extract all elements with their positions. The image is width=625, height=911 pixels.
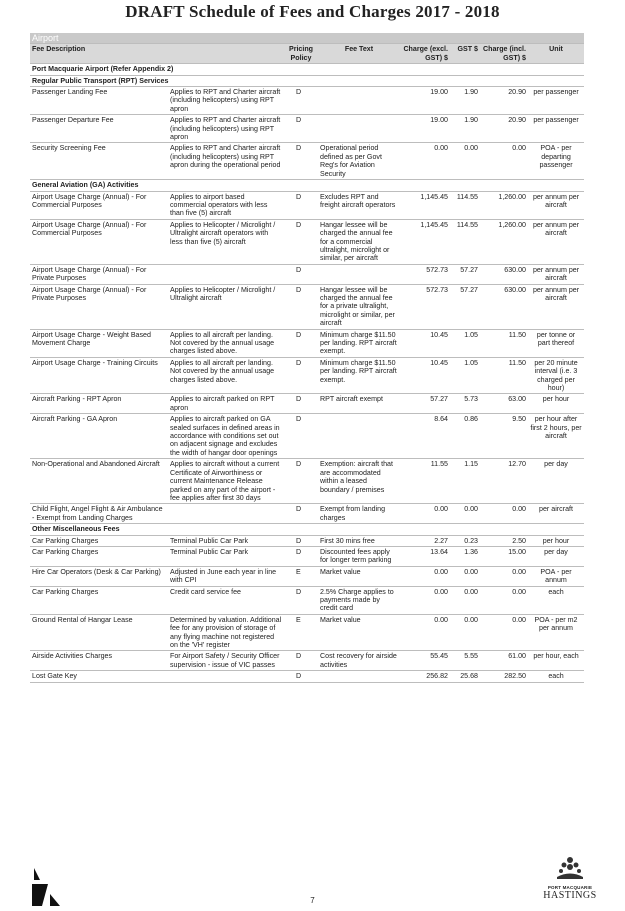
column-header-row [30,44,584,64]
fee-pricing-policy: D [284,504,318,524]
fee-unit: POA - per departing passenger [528,143,584,180]
fee-row [30,651,584,671]
fee-row [30,671,584,682]
fee-charge-incl-gst: 282.50 [480,671,528,682]
fee-text: RPT aircraft exempt [318,394,400,414]
fee-gst: 1.15 [450,459,480,504]
fee-pricing-policy: E [284,614,318,651]
fee-row [30,329,584,357]
fee-applies-to [168,264,284,284]
col-header-policy: Pricing Policy [284,44,318,64]
fee-charge-incl-gst: 0.00 [480,586,528,614]
fee-gst: 114.55 [450,219,480,264]
fee-unit: each [528,671,584,682]
fee-gst: 0.23 [450,535,480,546]
fee-unit: per tonne or part thereof [528,329,584,357]
fee-text: Minimum charge $11.50 per landing. RPT aircraft exempt. [318,329,400,357]
fee-row [30,414,584,459]
fee-applies-to: Applies to RPT and Charter aircraft (including helicopters) using RPT apron during the operational period [168,143,284,180]
fee-applies-to: Applies to aircraft parked on RPT apron [168,394,284,414]
fee-row [30,143,584,180]
fee-charge-excl-gst: 19.00 [400,87,450,115]
fee-charge-incl-gst: 11.50 [480,329,528,357]
fee-unit: per annum per aircraft [528,284,584,329]
fee-row [30,191,584,219]
fee-row [30,546,584,566]
fee-name: Airport Usage Charge (Annual) - For Commercial Purposes [30,191,168,219]
fee-row [30,566,584,586]
fee-unit: each [528,586,584,614]
fee-unit: per passenger [528,115,584,143]
fee-gst: 5.55 [450,651,480,671]
fee-text [318,414,400,459]
fee-pricing-policy: D [284,357,318,394]
fee-pricing-policy: D [284,414,318,459]
fee-name: Passenger Departure Fee [30,115,168,143]
fee-pricing-policy: D [284,459,318,504]
fee-charge-excl-gst: 19.00 [400,115,450,143]
fee-pricing-policy: E [284,566,318,586]
fee-text: Operational period defined as per Govt Reg's for Aviation Security [318,143,400,180]
col-header-gst: GST $ [450,44,480,64]
section-title: Airport [30,33,584,44]
council-logo-icon [535,856,605,885]
fee-pricing-policy: D [284,586,318,614]
fee-charge-excl-gst: 0.00 [400,143,450,180]
fee-name: Airport Usage Charge (Annual) - For Private Purposes [30,264,168,284]
fee-text: Exempt from landing charges [318,504,400,524]
fee-text: Hangar lessee will be charged the annual fee for a private ultralight, microlight or similar, per aircraft [318,284,400,329]
fee-charge-incl-gst: 20.90 [480,115,528,143]
fee-gst: 1.05 [450,329,480,357]
fee-applies-to: Applies to aircraft parked on GA sealed surfaces in defined areas in accordance with conditions set out on adjacent signage and excludes the width of hangar door openings [168,414,284,459]
fee-charge-incl-gst: 1,260.00 [480,219,528,264]
fee-charge-excl-gst: 256.82 [400,671,450,682]
fee-pricing-policy: D [284,651,318,671]
fee-charge-excl-gst: 2.27 [400,535,450,546]
fee-applies-to [168,504,284,524]
fee-charge-incl-gst: 11.50 [480,357,528,394]
fee-unit: POA - per annum [528,566,584,586]
section-header-row [30,33,584,44]
fees-table [30,33,584,683]
fee-unit: POA - per m2 per annum [528,614,584,651]
fee-row [30,87,584,115]
fee-unit: per hour, each [528,651,584,671]
fee-name: Lost Gate Key [30,671,168,682]
fee-text: Cost recovery for airside activities [318,651,400,671]
group-header-row [30,180,584,191]
fee-charge-excl-gst: 10.45 [400,329,450,357]
fee-gst: 0.00 [450,586,480,614]
fee-charge-excl-gst: 572.73 [400,284,450,329]
fee-gst: 114.55 [450,191,480,219]
fee-unit: per hour [528,394,584,414]
col-header-charge-excl: Charge (excl. GST) $ [400,44,450,64]
fee-name: Airport Usage Charge (Annual) - For Commercial Purposes [30,219,168,264]
fee-charge-incl-gst: 61.00 [480,651,528,671]
group-header-row [30,524,584,535]
fee-text: Discounted fees apply for longer term parking [318,546,400,566]
fee-unit: per passenger [528,87,584,115]
fee-charge-incl-gst: 9.50 [480,414,528,459]
fee-gst: 0.86 [450,414,480,459]
fee-text: Excludes RPT and freight aircraft operators [318,191,400,219]
fee-pricing-policy: D [284,143,318,180]
fee-pricing-policy: D [284,219,318,264]
fee-pricing-policy: D [284,284,318,329]
fee-charge-excl-gst: 13.64 [400,546,450,566]
fee-charge-incl-gst: 20.90 [480,87,528,115]
fee-name: Car Parking Charges [30,546,168,566]
fee-text [318,87,400,115]
fee-gst: 0.00 [450,566,480,586]
fee-charge-excl-gst: 10.45 [400,357,450,394]
fee-unit: per day [528,459,584,504]
fee-unit: per annum per aircraft [528,191,584,219]
fee-charge-incl-gst: 0.00 [480,614,528,651]
fee-applies-to [168,671,284,682]
fee-text: Market value [318,614,400,651]
fee-row [30,586,584,614]
fee-charge-incl-gst: 0.00 [480,143,528,180]
fee-charge-excl-gst: 1,145.45 [400,191,450,219]
fee-name: Child Flight, Angel Flight & Air Ambulance - Exempt from Landing Charges [30,504,168,524]
fee-text: Hangar lessee will be charged the annual fee for a commercial ultralight, microlight or similar, per aircraft [318,219,400,264]
fee-charge-incl-gst: 63.00 [480,394,528,414]
council-logo [535,856,605,901]
fee-pricing-policy: D [284,394,318,414]
council-logo-line2: HASTINGS [543,890,597,901]
fee-pricing-policy: D [284,671,318,682]
group-header-row [30,75,584,86]
fee-charge-incl-gst: 0.00 [480,504,528,524]
fee-name: Hire Car Operators (Desk & Car Parking) [30,566,168,586]
fee-charge-incl-gst: 630.00 [480,284,528,329]
fee-gst: 57.27 [450,264,480,284]
fee-row [30,614,584,651]
fee-pricing-policy: D [284,264,318,284]
fee-charge-incl-gst: 0.00 [480,566,528,586]
council-logo-line1: PORT MACQUARIE [547,885,593,890]
fee-gst: 0.00 [450,504,480,524]
group-header-row [30,64,584,75]
fee-charge-incl-gst: 630.00 [480,264,528,284]
fee-text [318,264,400,284]
page-number: 7 [310,896,315,905]
fee-gst: 1.90 [450,115,480,143]
fee-unit: per hour [528,535,584,546]
fee-charge-excl-gst: 8.64 [400,414,450,459]
fee-charge-excl-gst: 0.00 [400,586,450,614]
fee-name: Airport Usage Charge - Training Circuits [30,357,168,394]
fee-text: Minimum charge $11.50 per landing. RPT aircraft exempt. [318,357,400,394]
fee-name: Airport Usage Charge - Weight Based Movement Charge [30,329,168,357]
fee-applies-to: Applies to all aircraft per landing. Not covered by the annual usage charges listed above. [168,329,284,357]
fee-charge-excl-gst: 0.00 [400,504,450,524]
fee-gst: 57.27 [450,284,480,329]
group-title: Other Miscellaneous Fees [30,524,584,535]
fee-name: Airside Activities Charges [30,651,168,671]
fee-pricing-policy: D [284,191,318,219]
fee-charge-excl-gst: 0.00 [400,614,450,651]
fee-unit: per annum per aircraft [528,264,584,284]
fee-pricing-policy: D [284,546,318,566]
fee-name: Passenger Landing Fee [30,87,168,115]
fee-name: Car Parking Charges [30,535,168,546]
col-header-description: Fee Description [30,44,284,64]
fee-unit: per aircraft [528,504,584,524]
fee-row [30,264,584,284]
fee-row [30,394,584,414]
fee-gst: 25.68 [450,671,480,682]
fee-name: Airport Usage Charge (Annual) - For Private Purposes [30,284,168,329]
fee-unit: per day [528,546,584,566]
fee-row [30,535,584,546]
fee-gst: 1.36 [450,546,480,566]
fee-applies-to: Terminal Public Car Park [168,546,284,566]
fee-name: Aircraft Parking - RPT Apron [30,394,168,414]
fee-charge-excl-gst: 55.45 [400,651,450,671]
fee-charge-incl-gst: 1,260.00 [480,191,528,219]
fee-applies-to: For Airport Safety / Security Officer supervision - issue of VIC passes [168,651,284,671]
fee-row [30,115,584,143]
fee-applies-to: Applies to Helicopter / Microlight / Ultralight aircraft [168,284,284,329]
fee-applies-to: Determined by valuation. Additional fee for any provision of storage of any flying machine not registered on the 'VH' register [168,614,284,651]
fee-applies-to: Credit card service fee [168,586,284,614]
fee-text [318,671,400,682]
fee-name: Non-Operational and Abandoned Aircraft [30,459,168,504]
fee-charge-excl-gst: 1,145.45 [400,219,450,264]
fee-charge-incl-gst: 12.70 [480,459,528,504]
fee-name: Car Parking Charges [30,586,168,614]
fee-charge-excl-gst: 0.00 [400,566,450,586]
fee-charge-excl-gst: 11.55 [400,459,450,504]
fee-pricing-policy: D [284,535,318,546]
col-header-charge-incl: Charge (incl. GST) $ [480,44,528,64]
fee-applies-to: Applies to aircraft without a current Certificate of Airworthiness or current Maintenance Release parked on any part of the airport - fee applies after first 30 days [168,459,284,504]
fee-gst: 0.00 [450,614,480,651]
fee-text: 2.5% Charge applies to payments made by credit card [318,586,400,614]
fee-applies-to: Applies to all aircraft per landing. Not covered by the annual usage charges listed above. [168,357,284,394]
fee-charge-excl-gst: 57.27 [400,394,450,414]
fee-applies-to: Applies to RPT and Charter aircraft (including helicopters) using RPT apron [168,115,284,143]
fee-text: Market value [318,566,400,586]
fee-row [30,284,584,329]
fee-applies-to: Applies to RPT and Charter aircraft (including helicopters) using RPT apron [168,87,284,115]
col-header-unit: Unit [528,44,584,64]
fee-unit: per 20 minute interval (i.e. 3 charged per hour) [528,357,584,394]
fee-text: Exemption: aircraft that are accommodated within a leased boundary / premises [318,459,400,504]
fee-unit: per annum per aircraft [528,219,584,264]
fee-charge-incl-gst: 2.50 [480,535,528,546]
group-title: Port Macquarie Airport (Refer Appendix 2) [30,64,584,75]
fee-applies-to: Adjusted in June each year in line with CPI [168,566,284,586]
fee-row [30,459,584,504]
fee-gst: 1.90 [450,87,480,115]
page-title: DRAFT Schedule of Fees and Charges 2017 - 2018 [125,2,500,21]
fee-gst: 0.00 [450,143,480,180]
fee-pricing-policy: D [284,329,318,357]
group-title: General Aviation (GA) Activities [30,180,584,191]
fee-name: Security Screening Fee [30,143,168,180]
fee-text [318,115,400,143]
fee-applies-to: Applies to Helicopter / Microlight / Ultralight aircraft operators with less than five (5) aircraft [168,219,284,264]
fee-gst: 5.73 [450,394,480,414]
fee-gst: 1.05 [450,357,480,394]
fee-pricing-policy: D [284,115,318,143]
col-header-fee-text: Fee Text [318,44,400,64]
fee-charge-excl-gst: 572.73 [400,264,450,284]
fee-unit: per hour after first 2 hours, per aircraft [528,414,584,459]
fee-row [30,504,584,524]
fee-applies-to: Applies to airport based commercial operators with less than five (5) aircraft [168,191,284,219]
fee-row [30,357,584,394]
fee-text: First 30 mins free [318,535,400,546]
fee-row [30,219,584,264]
fee-name: Aircraft Parking - GA Apron [30,414,168,459]
fee-pricing-policy: D [284,87,318,115]
fee-charge-incl-gst: 15.00 [480,546,528,566]
fee-name: Ground Rental of Hangar Lease [30,614,168,651]
fee-applies-to: Terminal Public Car Park [168,535,284,546]
group-title: Regular Public Transport (RPT) Services [30,75,584,86]
